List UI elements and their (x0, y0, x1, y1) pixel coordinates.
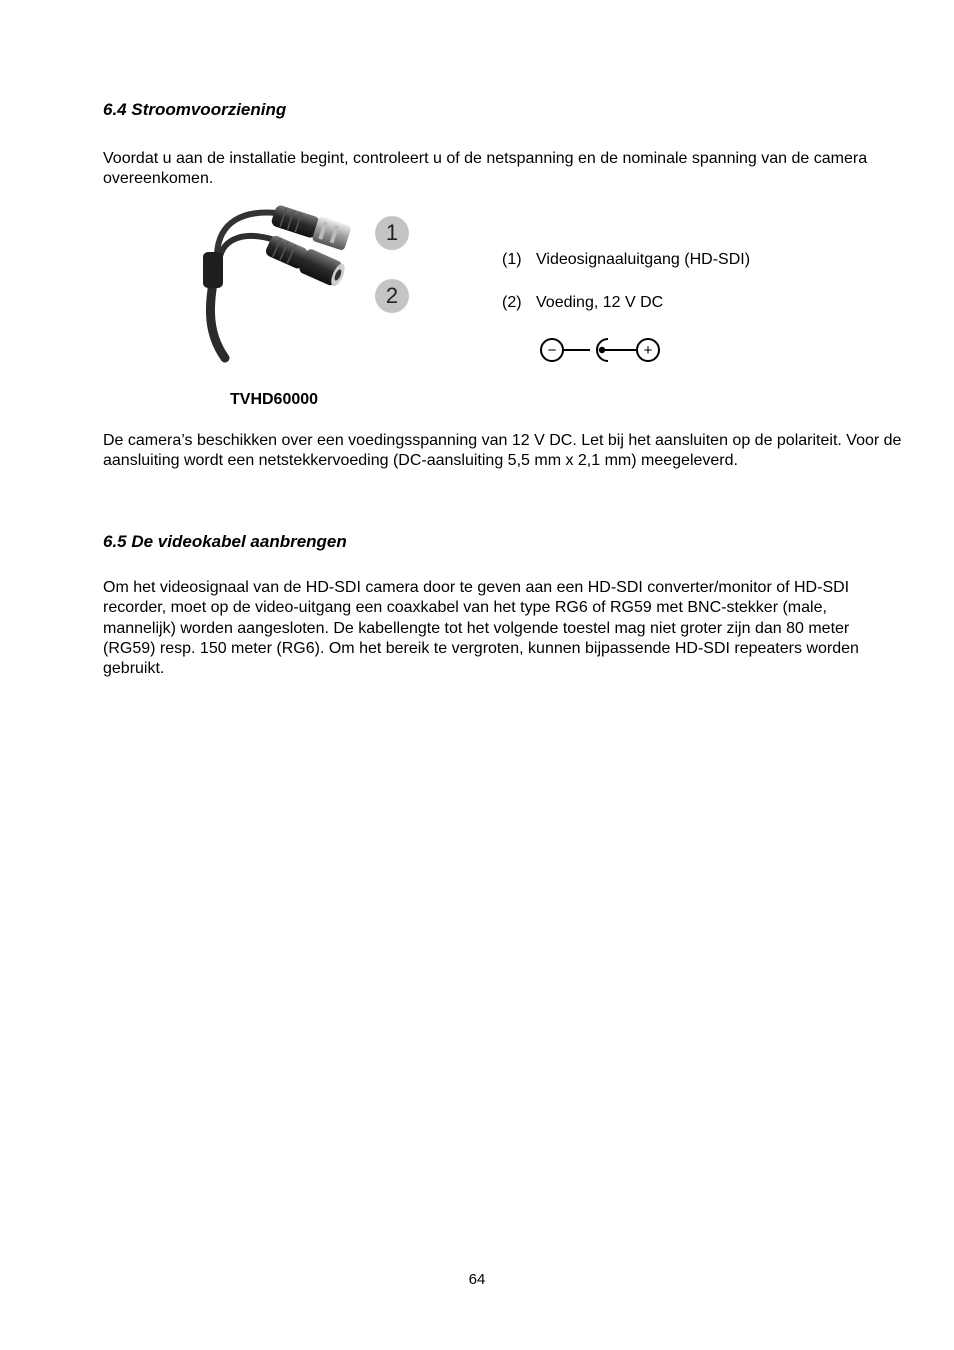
section-heading-cable: 6.5 De videokabel aanbrengen (103, 532, 347, 551)
legend-item-2-text: Voeding, 12 V DC (536, 294, 664, 311)
cable-illustration (195, 200, 370, 365)
legend-item-1 (502, 251, 750, 269)
section-heading-power: 6.4 Stroomvoorziening (103, 100, 287, 119)
model-label: TVHD60000 (230, 391, 319, 408)
callout-badge-1: 1 (375, 216, 409, 250)
dc-polarity-symbol-icon (538, 336, 664, 366)
legend-item-1-text: Videosignaaluitgang (HD-SDI) (536, 251, 751, 268)
cable-body-paragraph: Om het videosignaal van de HD-SDI camera door te geven aan een HD-SDI converter/monitor of HD-SDI recorder, moet op de video-uitgang een coaxkabel van het type RG6 of RG59 met BNC-stekker (male, mannelijk) worden aangesloten. De kabellengte tot het volgende toestel mag niet groter zijn dan 80 meter (RG59) resp. 150 meter (RG6). Om het bereik te vergroten, kunnen bijpassende HD-SDI repeaters worden gebruikt. (103, 579, 859, 678)
legend-item-2 (502, 294, 663, 312)
page-number: 64 (468, 1271, 486, 1288)
power-intro-paragraph: Voordat u aan de installatie begint, controleert u of de netspanning en de nominale spanning van de camera overeenkomen. (103, 150, 868, 188)
legend-item-2-number: (2) (502, 294, 522, 311)
polarity-plus: + (643, 342, 653, 359)
callout-badge-2: 2 (375, 279, 409, 313)
legend-item-1-number: (1) (502, 251, 522, 268)
polarity-minus: − (547, 342, 557, 359)
power-body-paragraph: De camera’s beschikken over een voedingsspanning van 12 V DC. Let bij het aansluiten op de polariteit. Voor de aansluiting wordt een netstekkervoeding (DC-aansluiting 5,5 mm x 2,1 mm) meegeleverd. (103, 432, 902, 470)
